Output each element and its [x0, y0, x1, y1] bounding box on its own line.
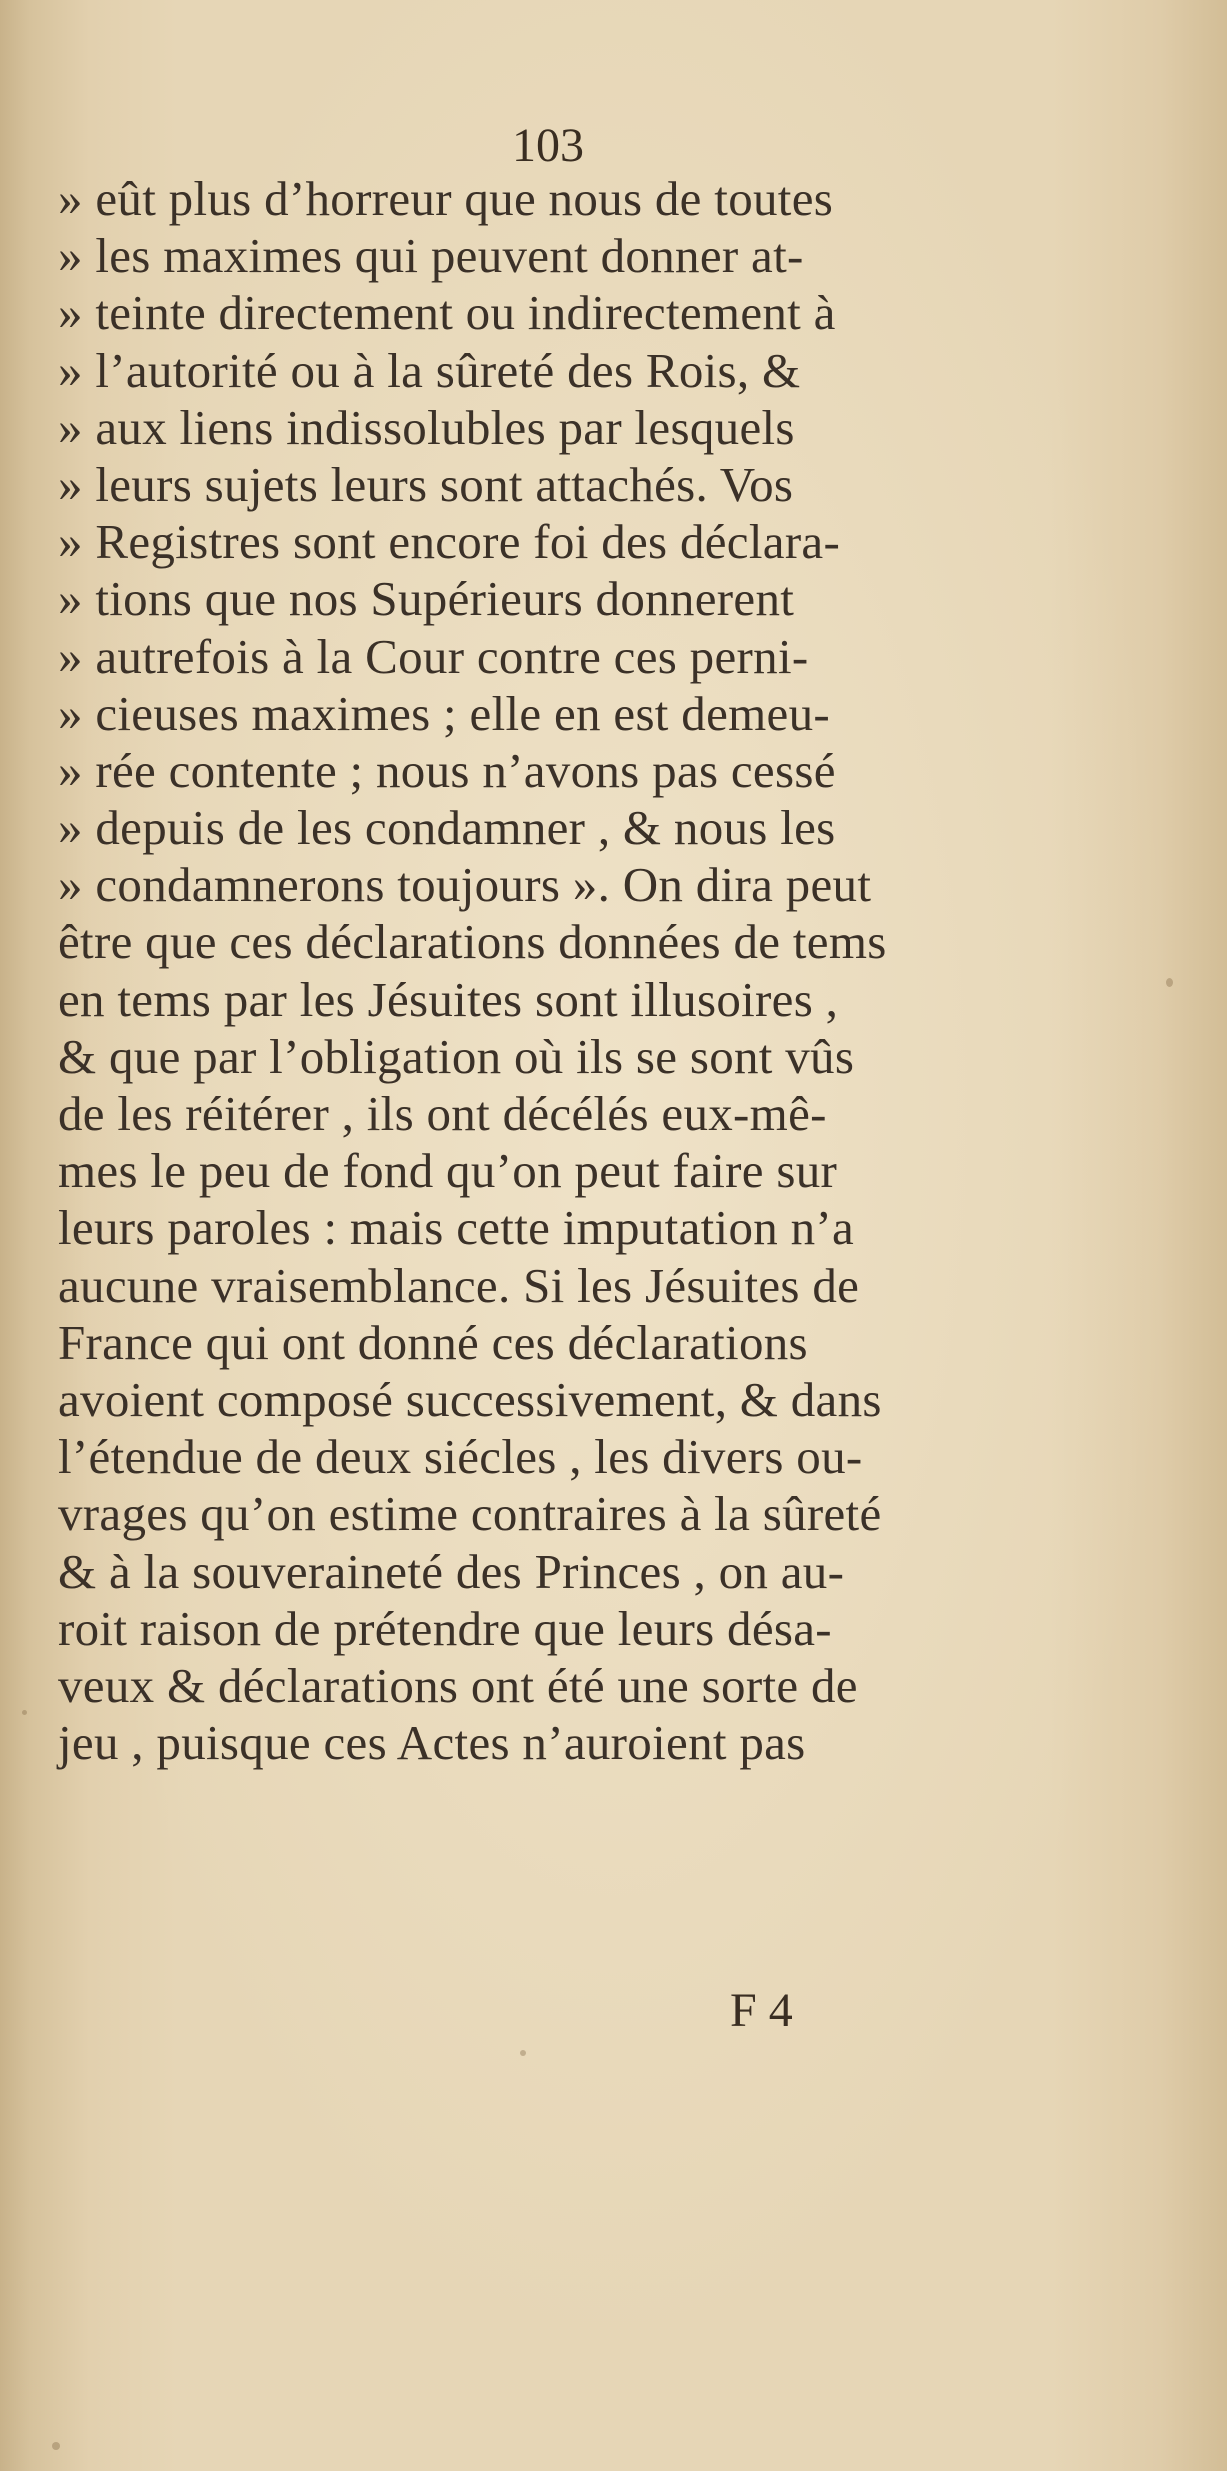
text-line: jeu , puisque ces Actes n’auroient pas — [58, 1715, 806, 1771]
paper-spot — [520, 2050, 526, 2056]
paper-spot — [1166, 978, 1173, 987]
text-line: de les réitérer , ils ont décélés eux-mê- — [58, 1086, 827, 1141]
text-line: roit raison de prétendre que leurs désa- — [58, 1600, 832, 1656]
text-line: mes le peu de fond qu’on peut faire sur — [58, 1143, 838, 1199]
text-line: » eût plus d’horreur que nous de toutes — [58, 171, 834, 226]
text-line: être que ces déclarations données de tems — [58, 914, 887, 970]
text-line: » tions que nos Supérieurs donnerent — [58, 571, 795, 627]
text-line: aucune vraisemblance. Si les Jésuites de — [58, 1257, 860, 1313]
text-line: » rée contente ; nous n’avons pas cessé — [58, 742, 836, 798]
text-line: » aux liens indissolubles par lesquels — [58, 399, 795, 455]
text-line: France qui ont donné ces déclarations — [58, 1314, 808, 1370]
text-line: » depuis de les condamner , & nous les — [58, 800, 836, 856]
text-line: » autrefois à la Cour contre ces perni- — [58, 628, 809, 684]
paper-spot — [52, 2442, 60, 2450]
text-line: avoient composé successivement, & dans — [58, 1371, 882, 1427]
text-line: » Registres sont encore foi des déclara- — [58, 514, 841, 570]
text-line: leurs paroles : mais cette imputation n’a — [58, 1200, 855, 1256]
text-line: & que par l’obligation où ils se sont vûs — [58, 1028, 855, 1084]
text-line: & à la souveraineté des Princes , on au- — [58, 1543, 845, 1599]
text-line: l’étendue de deux siécles , les divers ou- — [58, 1429, 863, 1485]
text-line: vrages qu’on estime contraires à la sûreté — [58, 1486, 882, 1542]
text-line: veux & déclarations ont été une sorte de — [58, 1657, 858, 1713]
text-line: en tems par les Jésuites sont illusoires , — [58, 971, 839, 1027]
text-line: » l’autorité ou à la sûreté des Rois, & — [58, 342, 801, 398]
page-number: 103 — [512, 119, 584, 172]
text-line: » les maximes qui peuvent donner at- — [58, 228, 804, 284]
body-text — [58, 170, 1058, 1771]
text-line: » teinte directement ou indirectement à — [58, 285, 836, 341]
text-line: » condamnerons toujours ». On dira peut — [58, 857, 872, 913]
text-line: » leurs sujets leurs sont attachés. Vos — [58, 456, 794, 512]
signature-mark: F 4 — [730, 1984, 793, 2037]
text-line: » cieuses maximes ; elle en est demeu- — [58, 685, 831, 741]
paper-spot — [22, 1710, 27, 1715]
